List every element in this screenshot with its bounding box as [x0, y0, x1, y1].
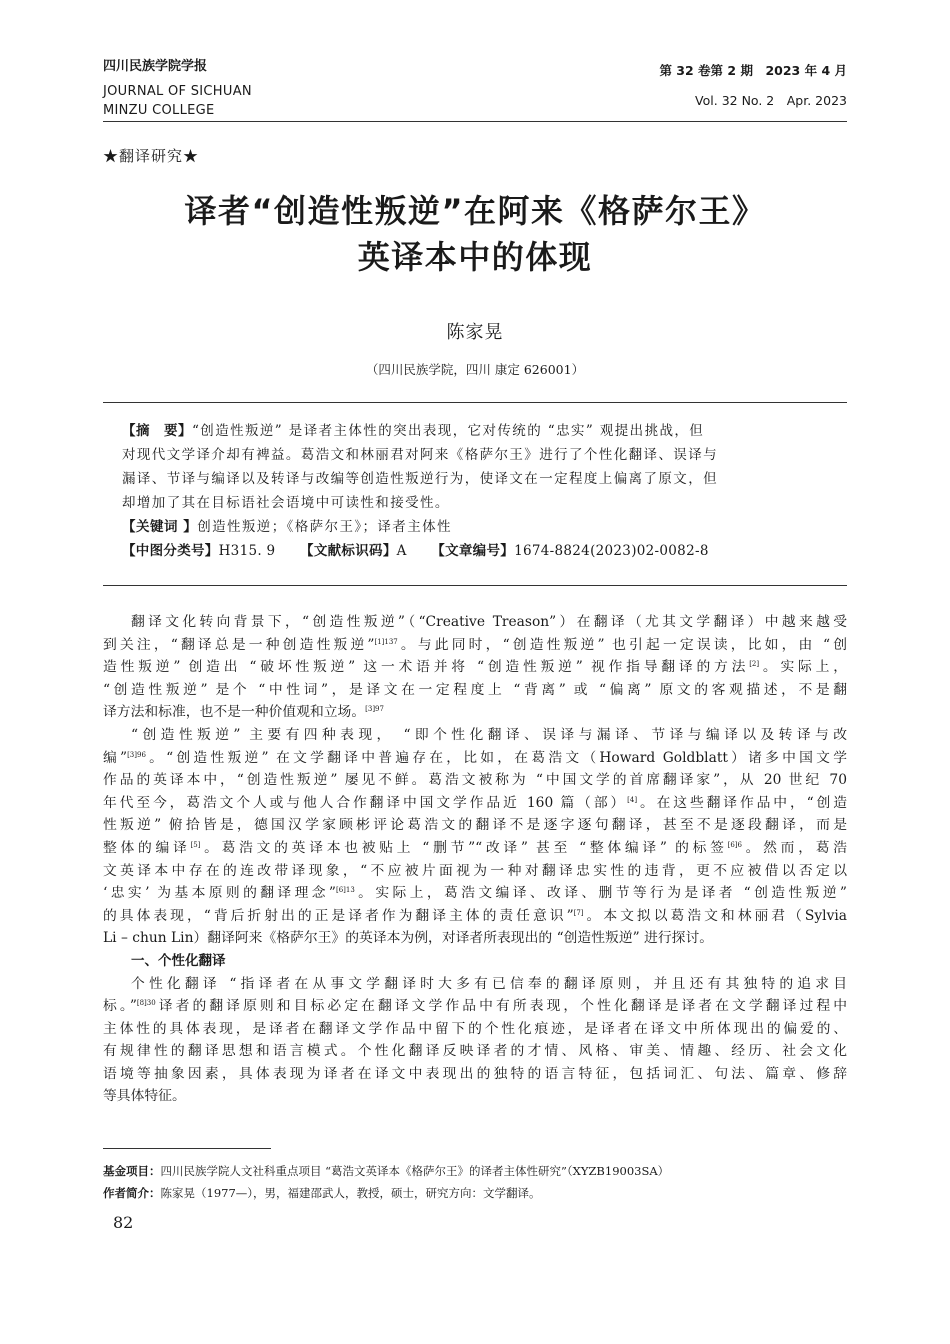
body-line: 整体的编译[5]。葛浩文的英译本也被贴上 “删节”“改译” 甚至 “整体编译” 的标签$^{[6]6}$。然而，葛浩 [103, 839, 847, 856]
fund-note [103, 1160, 847, 1182]
body-line: 标。”$^{[8]30}$译者的翻译原则和目标必定在翻译文学作品中有所表现，个性化翻译是译者在文学翻译过程中 [103, 998, 847, 1015]
journal-name-cn: 四川民族学院学报 [103, 59, 208, 74]
classification-line [122, 539, 827, 563]
body-line: 造性叛逆” 创造出 “破坏性叛逆” 这一术语并将 “创造性叛逆” 视作指导翻译的方法[2]。实际上， [103, 659, 848, 676]
citation: [8]30 [136, 999, 156, 1008]
journal-name-en-line2: MINZU COLLEGE [103, 103, 215, 118]
footnote-rule [103, 1148, 271, 1149]
abstract-top-rule [103, 402, 847, 403]
header-divider [103, 121, 847, 122]
body-line: 文英译本中存在的连改带译现象，“不应被片面视为一种对翻译忠实性的违背，更不应被借以否定以 [103, 862, 847, 879]
keywords-line [122, 515, 827, 539]
abstract-block [122, 419, 827, 563]
body-line: ‘忠实’ 为基本原则的翻译理念”$^{[6]13}$。实际上，葛浩文编译、改译、删节等行为是译者 “创造性叛逆” [103, 885, 847, 902]
keywords-label: 【关键词 】 [122, 519, 198, 535]
abstract-line: 却增加了其在目标语社会语境中可读性和接受性。 [122, 495, 450, 511]
journal-header-right [587, 62, 847, 110]
body-line: 到关注，“翻译总是一种创造性叛逆”$^{[1]137}$。与此同时，“创造性叛逆” 也引起一定误读，比如，由 “创 [103, 636, 848, 653]
body-line: 译方法和标准，也不是一种价值观和立场。$^{[3]97}$ [103, 704, 384, 721]
column-tag: ★翻译研究★ [103, 147, 200, 165]
issue-info-en: Vol. 32 No. 2 Apr. 2023 [695, 93, 847, 108]
citation: [3]96 [127, 750, 146, 759]
body-line: 年代至今，葛浩文个人或与他人合作翻译中国文学作品近 160 篇（部）[4]。在这些翻译作品中，“创造 [103, 794, 847, 811]
journal-header-left [103, 58, 363, 120]
citation: [1]137 [374, 637, 398, 646]
issue-info-cn: 第 32 卷第 2 期 2023 年 4 月 [659, 63, 847, 78]
body-line: 主体性的具体表现，是译者在翻译文学作品中留下的个性化痕迹，是译者在译文中所体现出的偏爱的、 [103, 1020, 847, 1037]
abstract-label: 【摘 要】 [122, 423, 192, 439]
citation: [7] [573, 908, 584, 917]
citation: [2] [749, 660, 760, 669]
fund-label: 基金项目： [103, 1164, 161, 1178]
abstract-line: 漏译、节译与编译以及转译与改编等创造性叛逆行为，使译文在一定程度上偏离了原文，但 [122, 471, 718, 487]
citation: [5] [190, 840, 201, 849]
article-title [100, 188, 850, 280]
journal-name-en-line1: JOURNAL OF SICHUAN [103, 84, 252, 99]
body-line: 语境等抽象因素，具体表现为译者在译文中表现出的独特的语言特征，包括词汇、句法、篇章、修辞 [103, 1065, 847, 1082]
body-line: “创造性叛逆” 主要有四种表现， “即个性化翻译、误译与漏译、节译与编译以及转译与改 [131, 726, 847, 743]
body-line: 作品的英译本中，“创造性叛逆” 屡见不鲜。葛浩文被称为 “中国文学的首席翻译家”，从 20 世纪 70 [103, 772, 847, 789]
citation: [6]13 [335, 886, 355, 895]
page-number: 82 [113, 1213, 134, 1232]
title-line2: 英译本中的体现 [357, 238, 593, 276]
fund-text: 四川民族学院人文社科重点项目 “葛浩文英译本《格萨尔王》的译者主体性研究”（XYZB19003SA） [160, 1164, 670, 1178]
article-number-label: 【文章编号】 [431, 543, 515, 559]
citation: [4] [627, 795, 638, 804]
body-line: 有规律性的翻译思想和语言模式。个性化翻译反映译者的才情、风格、审美、情趣、经历、社会文化 [103, 1043, 847, 1060]
body-line: 个性化翻译 “指译者在从事文学翻译时大多有已信奉的翻译原则，并且还有其独特的追求目 [131, 975, 847, 992]
citation: [6]6 [727, 840, 742, 849]
body-line: 编”$^{[3]96}$。“创造性叛逆” 在文学翻译中普遍存在，比如，在葛浩文（Howard Goldblatt）诸多中国文学 [103, 749, 847, 766]
author-name: 陈家晃 [446, 322, 504, 343]
footnotes [103, 1160, 847, 1204]
author-bio-text: 陈家晃（1977—），男，福建邵武人，教授，硕士，研究方向：文学翻译。 [160, 1186, 541, 1200]
article-body [103, 611, 847, 1108]
abstract-text: “创造性叛逆” 是译者主体性的突出表现，它对传统的 “忠实” 观提出挑战，但 [192, 423, 705, 439]
body-line: Li – chun Lin）翻译阿来《格萨尔王》的英译本为例，对译者所表现出的 “创造性叛逆” 进行探讨。 [103, 930, 714, 947]
author-affiliation: （四川民族学院，四川 康定 626001） [365, 362, 585, 377]
author-bio-label: 作者简介： [103, 1186, 161, 1200]
abstract-line: 对现代文学译介却有裨益。葛浩文和林丽君对阿来《格萨尔王》进行了个性化翻译、误译与 [122, 447, 718, 463]
citation: [3]97 [365, 705, 384, 714]
abstract-line [122, 419, 827, 443]
doc-code-label: 【文献标识码】 [300, 543, 397, 559]
article-number-value: 1674-8824(2023)02-0082-8 [514, 543, 709, 559]
clc-value: H315. 9 [218, 543, 276, 559]
keywords-text: 创造性叛逆；《格萨尔王》；译者主体性 [197, 519, 452, 535]
body-line: 翻译文化转向背景下，“创造性叛逆”（“Creative Treason”）在翻译（尤其文学翻译）中越来越受 [131, 614, 847, 630]
body-line: 的具体表现，“背后折射出的正是译者作为翻译主体的责任意识”[7]。本文拟以葛浩文和林丽君（Sylvia [103, 907, 847, 924]
body-line: 等具体特征。 [103, 1088, 186, 1105]
abstract-bottom-rule [103, 585, 847, 586]
doc-code-value: A [396, 543, 407, 559]
author-note [103, 1182, 847, 1204]
section-heading: 一、个性化翻译 [131, 952, 226, 969]
title-line1: 译者“创造性叛逆”在阿来《格萨尔王》 [184, 192, 766, 230]
body-line: 性叛逆” 俯拾皆是，德国汉学家顾彬评论葛浩文的翻译不是逐字逐句翻译，甚至不是逐段翻译，而是 [103, 817, 847, 834]
body-line: “创造性叛逆” 是个 “中性词”，是译文在一定程度上 “背离” 或 “偏离” 原文的客观描述，不是翻 [103, 681, 847, 698]
clc-label: 【中图分类号】 [122, 543, 219, 559]
